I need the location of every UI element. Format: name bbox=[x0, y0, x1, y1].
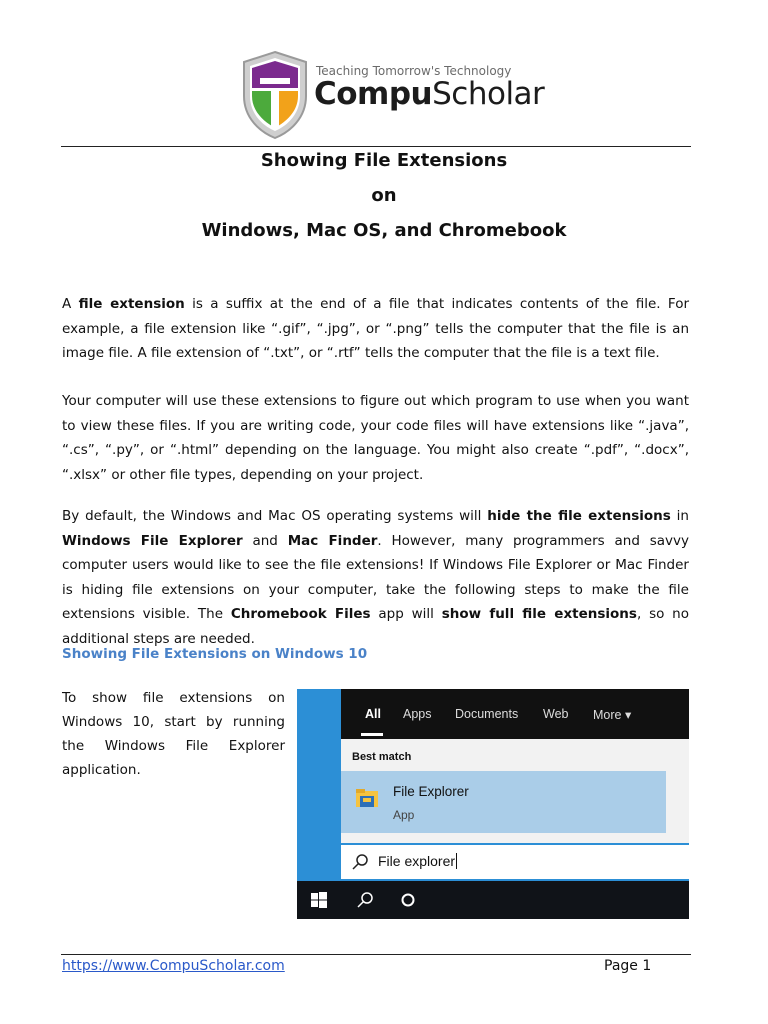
search-results-panel bbox=[341, 739, 689, 881]
search-input bbox=[341, 843, 689, 881]
result-name: File Explorer bbox=[393, 784, 469, 799]
page-number: Page 1 bbox=[604, 958, 652, 974]
tab-all: All bbox=[365, 707, 381, 721]
windows-start-icon bbox=[311, 892, 327, 908]
para3-bold-5: show full file extensions bbox=[441, 606, 637, 622]
paragraph-1 bbox=[62, 292, 689, 366]
logo-brand-light: Scholar bbox=[432, 76, 545, 112]
taskbar-search-icon bbox=[356, 891, 374, 909]
para1-text-2: is a suffix at the end of a file that indicates contents of the file. For example, a file extension like “.gif”, “.jpg”, or “.png” tells the computer that the file is an image file. A file extension of “.txt”, or “.rtf” tells the computer that the file is a text file. bbox=[62, 296, 690, 361]
section-heading: Showing File Extensions on Windows 10 bbox=[62, 646, 368, 662]
folder-icon bbox=[355, 788, 379, 808]
para3-text-5: app will bbox=[370, 606, 442, 622]
paragraph-3 bbox=[62, 504, 689, 651]
para3-text-2: in bbox=[670, 508, 689, 524]
title-line-1: Showing File Extensions bbox=[260, 150, 508, 171]
paragraph-2: Your computer will use these extensions to figure out which program to use when you want to view these files. If you are writing code, your code files will have extensions like “.java”, “.cs”, “.py”, or “.html” depending on the language. You might also create “.pdf”, “.docx”, “.xlsx” or other file types, depending on your project. bbox=[62, 393, 689, 483]
tab-documents: Documents bbox=[455, 707, 519, 721]
logo-tagline: Teaching Tomorrow's Technology bbox=[316, 64, 512, 78]
para3-text-4: . However, many programmers and savvy computer users would like to see the file extensions! If Windows File Explorer or Mac Finder is hiding file extensions on your computer, take the following steps to make the file extensions visible. The bbox=[62, 532, 690, 622]
para3-bold-2: Windows File Explorer bbox=[62, 532, 243, 549]
search-icon bbox=[351, 853, 369, 871]
compuscholar-link[interactable]: https://www.CompuScholar.com bbox=[62, 958, 285, 974]
cortana-icon bbox=[401, 893, 415, 907]
windows-taskbar bbox=[297, 881, 689, 919]
para1-bold-1: file extension bbox=[78, 296, 185, 312]
side-paragraph: To show file extensions on Windows 10, start by running the Windows File Explorer application. bbox=[62, 690, 285, 778]
para3-bold-1: hide the file extensions bbox=[487, 508, 671, 524]
para3-bold-4: Chromebook Files bbox=[230, 606, 371, 622]
para3-text-6: , so no additional steps are needed. bbox=[62, 606, 689, 647]
file-explorer-result bbox=[341, 771, 666, 833]
search-tabs-bar bbox=[341, 689, 689, 739]
logo-brand bbox=[314, 76, 544, 112]
title-line-3: Windows, Mac OS, and Chromebook bbox=[201, 220, 567, 241]
best-match-label: Best match bbox=[352, 751, 412, 763]
text-caret bbox=[456, 853, 457, 869]
header-rule bbox=[61, 146, 691, 147]
shield-icon bbox=[240, 50, 310, 140]
para3-bold-3: Mac Finder bbox=[287, 532, 378, 549]
footer-rule bbox=[61, 954, 691, 955]
title-line-2: on bbox=[371, 185, 397, 206]
tab-web: Web bbox=[543, 707, 569, 721]
para3-text-1: By default, the Windows and Mac OS operating systems will bbox=[62, 508, 488, 524]
para3-text-3: and bbox=[242, 532, 288, 549]
search-value-text: File explorer bbox=[378, 853, 456, 869]
windows-search-screenshot bbox=[297, 689, 689, 919]
desktop-background bbox=[297, 689, 341, 881]
tab-more: More ▾ bbox=[593, 708, 632, 722]
para1-text-1: A bbox=[62, 296, 79, 312]
logo-brand-bold: Compu bbox=[314, 76, 433, 112]
tab-all-underline bbox=[361, 733, 383, 736]
tab-apps: Apps bbox=[403, 707, 432, 721]
search-value bbox=[378, 853, 457, 869]
result-type: App bbox=[393, 808, 415, 822]
